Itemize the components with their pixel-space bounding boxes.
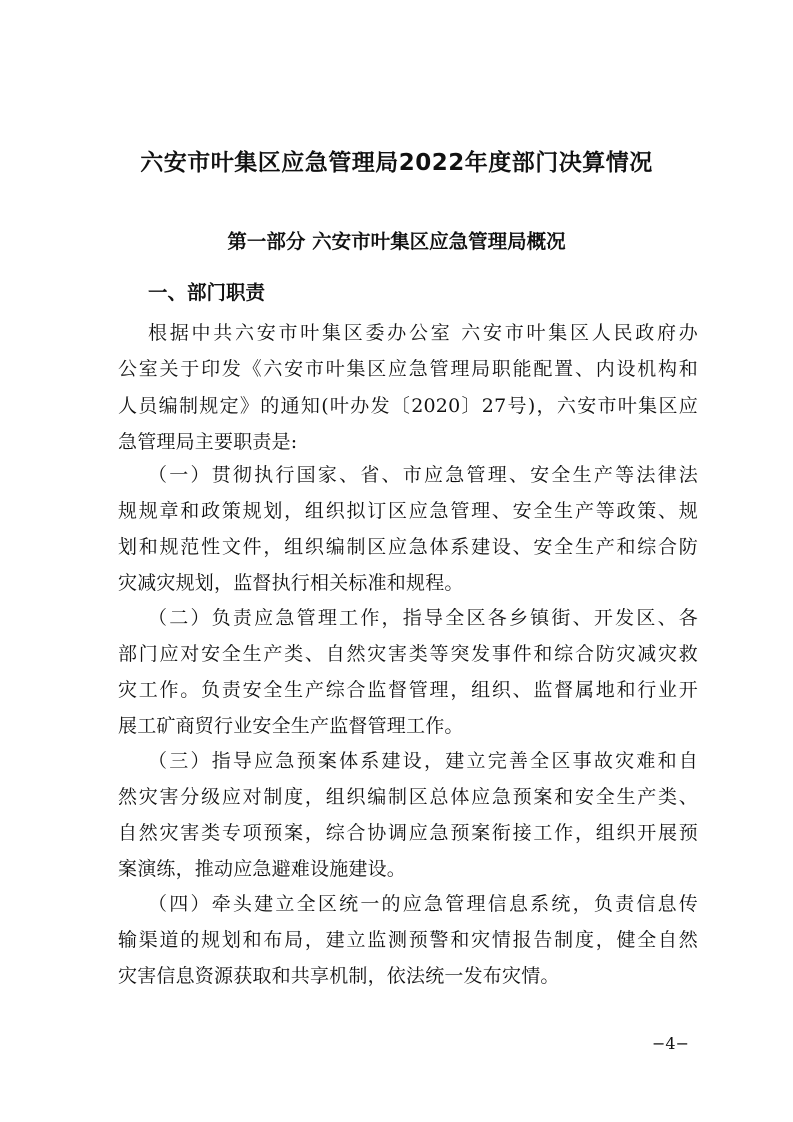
paragraph-line: 输渠道的规划和布局，建立监测预警和灾情报告制度，健全自然 — [118, 929, 698, 951]
section-heading: 一、部门职责 — [148, 281, 266, 304]
paragraph-line: 展工矿商贸行业安全生产监督管理工作。 — [118, 715, 464, 737]
paragraph-line: 急管理局主要职责是: — [118, 431, 298, 453]
paragraph-line: 人员编制规定》的通知(叶办发〔2020〕27号)，六安市叶集区应 — [118, 395, 698, 417]
paragraph-line: （三）指导应急预案体系建设，建立完善全区事故灾难和自 — [148, 750, 698, 772]
document-title: 六安市叶集区应急管理局2022年度部门决算情况 — [140, 150, 653, 176]
paragraph-line: 灾减灾规划，监督执行相关标准和规程。 — [118, 572, 464, 594]
part-heading: 第一部分 六安市叶集区应急管理局概况 — [227, 230, 566, 253]
paragraph-line: （一）贯彻执行国家、省、市应急管理、安全生产等法律法 — [148, 464, 698, 486]
paragraph-line: 灾工作。负责安全生产综合监督管理，组织、监督属地和行业开 — [118, 679, 698, 701]
paragraph-line: （二）负责应急管理工作，指导全区各乡镇街、开发区、各 — [148, 607, 698, 629]
paragraph-line: 根据中共六安市叶集区委办公室 六安市叶集区人民政府办 — [148, 322, 698, 344]
paragraph-line: （四）牵头建立全区统一的应急管理信息系统，负责信息传 — [148, 893, 698, 915]
paragraph-line: 案演练，推动应急避难设施建设。 — [118, 858, 407, 880]
paragraph-line: 划和规范性文件，组织编制区应急体系建设、安全生产和综合防 — [118, 536, 698, 558]
paragraph-line: 然灾害分级应对制度，组织编制区总体应急预案和安全生产类、 — [118, 786, 698, 808]
paragraph-line: 规规章和政策规划，组织拟订区应急管理、安全生产等政策、规 — [118, 500, 698, 522]
paragraph-line: 公室关于印发《六安市叶集区应急管理局职能配置、内设机构和 — [118, 358, 698, 380]
paragraph-line: 部门应对安全生产类、自然灾害类等突发事件和综合防灾减灾救 — [118, 643, 698, 665]
paragraph-line: 自然灾害类专项预案，综合协调应急预案衔接工作，组织开展预 — [118, 822, 698, 844]
paragraph-line: 灾害信息资源获取和共享机制，依法统一发布灾情。 — [118, 965, 560, 987]
page-number: −4− — [652, 1034, 689, 1053]
